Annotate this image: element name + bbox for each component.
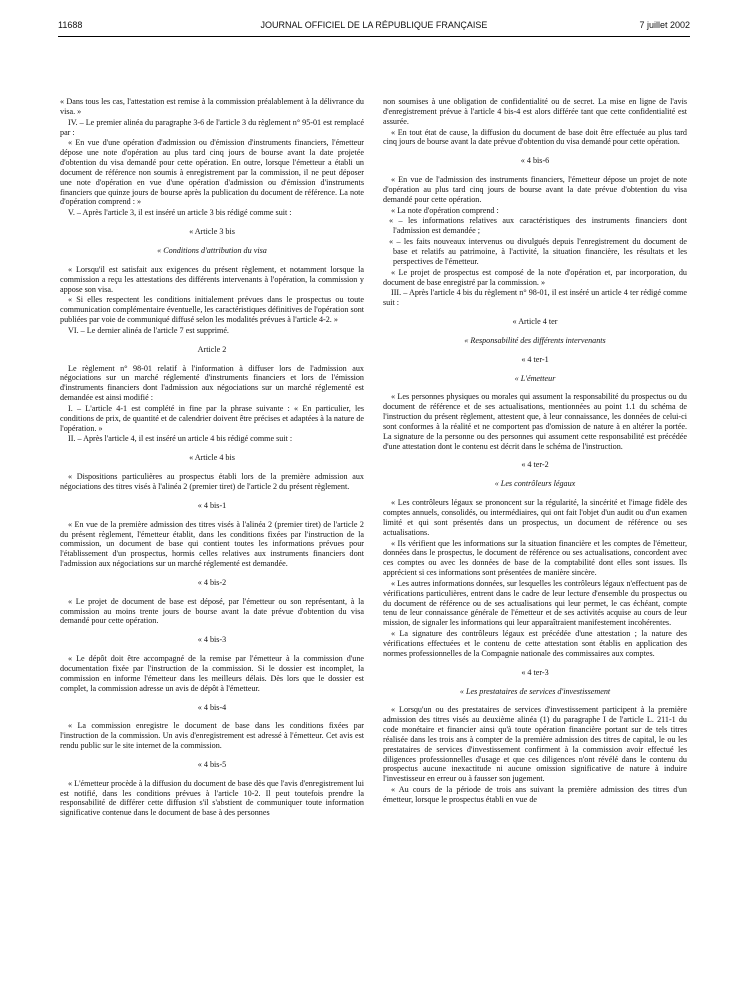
list-item: « – les informations relatives aux caractéristiques des instruments financiers dont l'admission est demandée ; — [389, 216, 687, 236]
left-column — [60, 97, 364, 982]
subsection-heading: « 4 bis-4 — [197, 702, 227, 712]
header-rule — [58, 36, 690, 37]
paragraph: « Le projet de document de base est déposé, par l'émetteur ou son représentant, à la commission au moins trente jours de bourse avant la date prévue d'obtention du visa demandé pour cette opération. — [60, 596, 364, 626]
paragraph: « En vue de l'admission des instruments financiers, l'émetteur dépose un projet de note d'opération au plus tard cinq jours de bourse avant la date prévue d'obtention du visa demandé pour cette opération. — [383, 175, 687, 204]
section-title: « Les contrôleurs légaux — [494, 479, 576, 489]
paragraph: « Les autres informations données, sur lesquelles les contrôleurs légaux n'effectuent pas de vérifications particulières, entrent dans le cadre de leur lecture d'ensemble du prospectus ou du document de référence ou de ses actualisations qui leur permet, le cas échéant, compte tenu de leur connaissance générale de l'émetteur et de ses activités acquise au cours de leur mission, de signaler les informations qui leur apparaîtraient manifestement incohérentes. — [383, 578, 687, 628]
journal-title: JOURNAL OFFICIEL DE LA RÉPUBLIQUE FRANÇAISE — [260, 20, 488, 30]
section-title: « L'émetteur — [514, 373, 556, 383]
paragraph: « Le projet de prospectus est composé de la note d'opération et, par incorporation, du document de base enregistré par la commission. » — [383, 267, 687, 287]
paragraph: IV. – Le premier alinéa du paragraphe 3-6 de l'article 3 du règlement n° 95-01 est remplacé par : — [60, 117, 364, 137]
paragraph: « Le dépôt doit être accompagné de la remise par l'émetteur à la commission d'une documentation fixée par l'instruction de la commission. Si le dossier est incomplet, la commission en informe l'émetteur dans les meilleurs délais. Dès lors que le dossier est complet, la commission adresse un avis de dépôt à l'émetteur. — [60, 654, 364, 693]
paragraph: II. – Après l'article 4, il est inséré un article 4 bis rédigé comme suit : — [68, 434, 293, 444]
section-title: « Conditions d'attribution du visa — [157, 245, 267, 255]
subsection-heading: « 4 bis-2 — [197, 577, 227, 587]
article-heading: « Article 4 ter — [512, 317, 558, 327]
paragraph: « Ils vérifient que les informations sur la situation financière et les comptes de l'émetteur, données dans le prospectus, le document de référence ou ses actualisations, concordent avec ces comptes ou avec les données de base de la comptabilité dont elles sont issues. Ils apprécient si ces informations sont présentées de manière sincère. — [383, 538, 687, 578]
paragraph: « En tout état de cause, la diffusion du document de base doit être effectuée au plus tard cinq jours de bourse avant la date prévue d'obtention du visa demandé pour cette opération. — [383, 127, 687, 147]
article-heading: « Article 4 bis — [189, 453, 235, 463]
page-header — [58, 20, 690, 34]
list-item: « – les faits nouveaux intervenus ou divulgués depuis l'enregistrement du document de base et relatifs au patrimoine, à l'activité, la situation financière, les résultats et les perspectives de l'émetteur. — [389, 237, 687, 266]
paragraph: VI. – Le dernier alinéa de l'article 7 est supprimé. — [68, 325, 229, 335]
subsection-heading: « 4 ter-3 — [521, 667, 549, 677]
paragraph: V. – Après l'article 3, il est inséré un article 3 bis rédigé comme suit : — [68, 208, 292, 218]
subsection-heading: « 4 ter-1 — [521, 354, 549, 364]
article-heading: Article 2 — [197, 344, 227, 354]
paragraph: « Dans tous les cas, l'attestation est remise à la commission préalablement à la délivrance du visa. » — [60, 97, 364, 116]
subsection-heading: « 4 bis-1 — [197, 500, 227, 510]
paragraph: III. – Après l'article 4 bis du règlement n° 98-01, il est inséré un article 4 ter rédigé comme suit : — [383, 288, 687, 308]
subsection-heading: « 4 bis-5 — [197, 759, 227, 769]
section-title: « Responsabilité des différents intervenants — [464, 335, 606, 345]
section-title: « Les prestataires de services d'investissement — [459, 686, 611, 696]
article-heading: « Article 3 bis — [189, 227, 235, 237]
right-column — [383, 97, 687, 982]
paragraph: « Si elles respectent les conditions initialement prévues dans le prospectus ou toute communication complémentaire éventuelle, les caractéristiques définitives de l'opération sont publiées par voie de communiqué diffusé selon les modalités prévues à l'article 4-2. » — [60, 295, 364, 325]
publication-date: 7 juillet 2002 — [639, 20, 690, 30]
paragraph: « Dispositions particulières au prospectus établi lors de la première admission aux négociations des titres visés à l'alinéa 2 (premier tiret) de l'article 2 du présent règlement. — [60, 472, 364, 491]
paragraph: « L'émetteur procède à la diffusion du document de base dès que l'avis d'enregistrement lui est notifié, dans les conditions prévues à l'article 10-2. Il peut toutefois prendre la responsabilité de différer cette diffusion s'il s'abstient de communiquer toute information significative contenue dans le document de base à des personnes — [60, 778, 364, 818]
paragraph: non soumises à une obligation de confidentialité ou de secret. La mise en ligne de l'avis d'enregistrement prévue à l'article 4 bis-4 est alors différée tant que cette confidentialité est assurée. — [383, 97, 687, 126]
subsection-heading: « 4 bis-6 — [520, 156, 550, 166]
paragraph: « La note d'opération comprend : — [391, 205, 499, 215]
paragraph: « Lorsqu'il est satisfait aux exigences du présent règlement, et notamment lorsque la commission a reçu les attestations des différents intervenants à l'opération, la commission y appose son visa. — [60, 264, 364, 294]
paragraph: « Lorsqu'un ou des prestataires de services d'investissement participent à la première admission des titres visés au deuxième alinéa (1) du paragraphe I de l'article L. 211-1 du code monétaire et financier ainsi qu'à toute opération financière portant sur de tels titres réalisée dans les trois ans à compter de la première admission des titres de capital, le ou les prestataires de services d'investissement confirment à la commission avoir effectué les diligences professionnelles d'usage et que ces diligences n'ont révélé dans le contenu du prospectus aucune inexactitude ni aucune omission significative de nature à induire l'investisseur en erreur ou à fausser son jugement. — [383, 705, 687, 784]
subsection-heading: « 4 ter-2 — [521, 460, 549, 470]
paragraph: « En vue de la première admission des titres visés à l'alinéa 2 (premier tiret) de l'article 2 du présent règlement, l'émetteur établit, dans les conditions fixées par l'instruction de la commission, un document de base qui contient toutes les informations prévues pour l'établissement d'un prospectus, hormis celles relatives aux instruments financiers dont l'admission aux négociations sur un marché réglementé est demandée. — [60, 519, 364, 569]
paragraph: « En vue d'une opération d'admission ou d'émission d'instruments financiers, l'émetteur dépose une note d'opération au plus tard cinq jours de bourse avant la date projetée d'obtention du visa demandé pour cette opération. En outre, lorsque l'émetteur a établi un document de référence non soumis à enregistrement par la commission, il ne peut déposer une note d'opération en vue d'une opération d'admission ou d'émission d'instruments financiers que quinze jours de bourse après la publication du document de référence. La note d'opération comprend : » — [60, 138, 364, 207]
paragraph: « Au cours de la période de trois ans suivant la première admission des titres d'un émetteur, lorsque le prospectus établi en vue de — [383, 785, 687, 804]
subsection-heading: « 4 bis-3 — [197, 635, 227, 645]
paragraph: I. – L'article 4-1 est complété in fine par la phrase suivante : « En particulier, les conditions de prix, de quantité et de calendrier doivent être précises et adaptées à la nature de l'opération. » — [60, 403, 364, 433]
paragraph: « La commission enregistre le document de base dans les conditions fixées par l'instruction de la commission. Un avis d'enregistrement est adressé à l'émetteur. Cet avis est rendu public sur le site internet de la commission. — [60, 721, 364, 751]
paragraph: « Les contrôleurs légaux se prononcent sur la régularité, la sincérité et l'image fidèle des comptes annuels, consolidés, ou intermédiaires, qui ont fait l'objet d'un audit ou d'un examen limité et qui sont présentés dans un prospectus, un document de référence ou ses actualisations. — [383, 498, 687, 537]
paragraph: Le règlement n° 98-01 relatif à l'information à diffuser lors de l'admission aux négociations sur un marché réglementé d'instruments financiers et lors de l'émission d'instruments financiers dont l'admission aux négociations sur un marché réglementé est demandée est ainsi modifié : — [60, 363, 364, 403]
paragraph: « La signature des contrôleurs légaux est précédée d'une attestation ; la nature des vérifications effectuées et le contenu de cette attestation sont établis en application des normes professionnelles de la Compagnie nationale des commissaires aux comptes. — [383, 629, 687, 658]
page-number: 11688 — [58, 20, 83, 30]
paragraph: « Les personnes physiques ou morales qui assument la responsabilité du prospectus ou du document de référence et de ses actualisations, mentionnées au point 1.1 du schéma de l'instruction du présent règlement, attestent que, à leur connaissance, les données de celui-ci sont conformes à la réalité et ne comportent pas d'omission de nature à en altérer la portée. La signature de la personne ou des personnes qui assument cette responsabilité est précédée d'une attestation dont le contenu est décrit dans le schéma de l'instruction. — [383, 392, 687, 451]
